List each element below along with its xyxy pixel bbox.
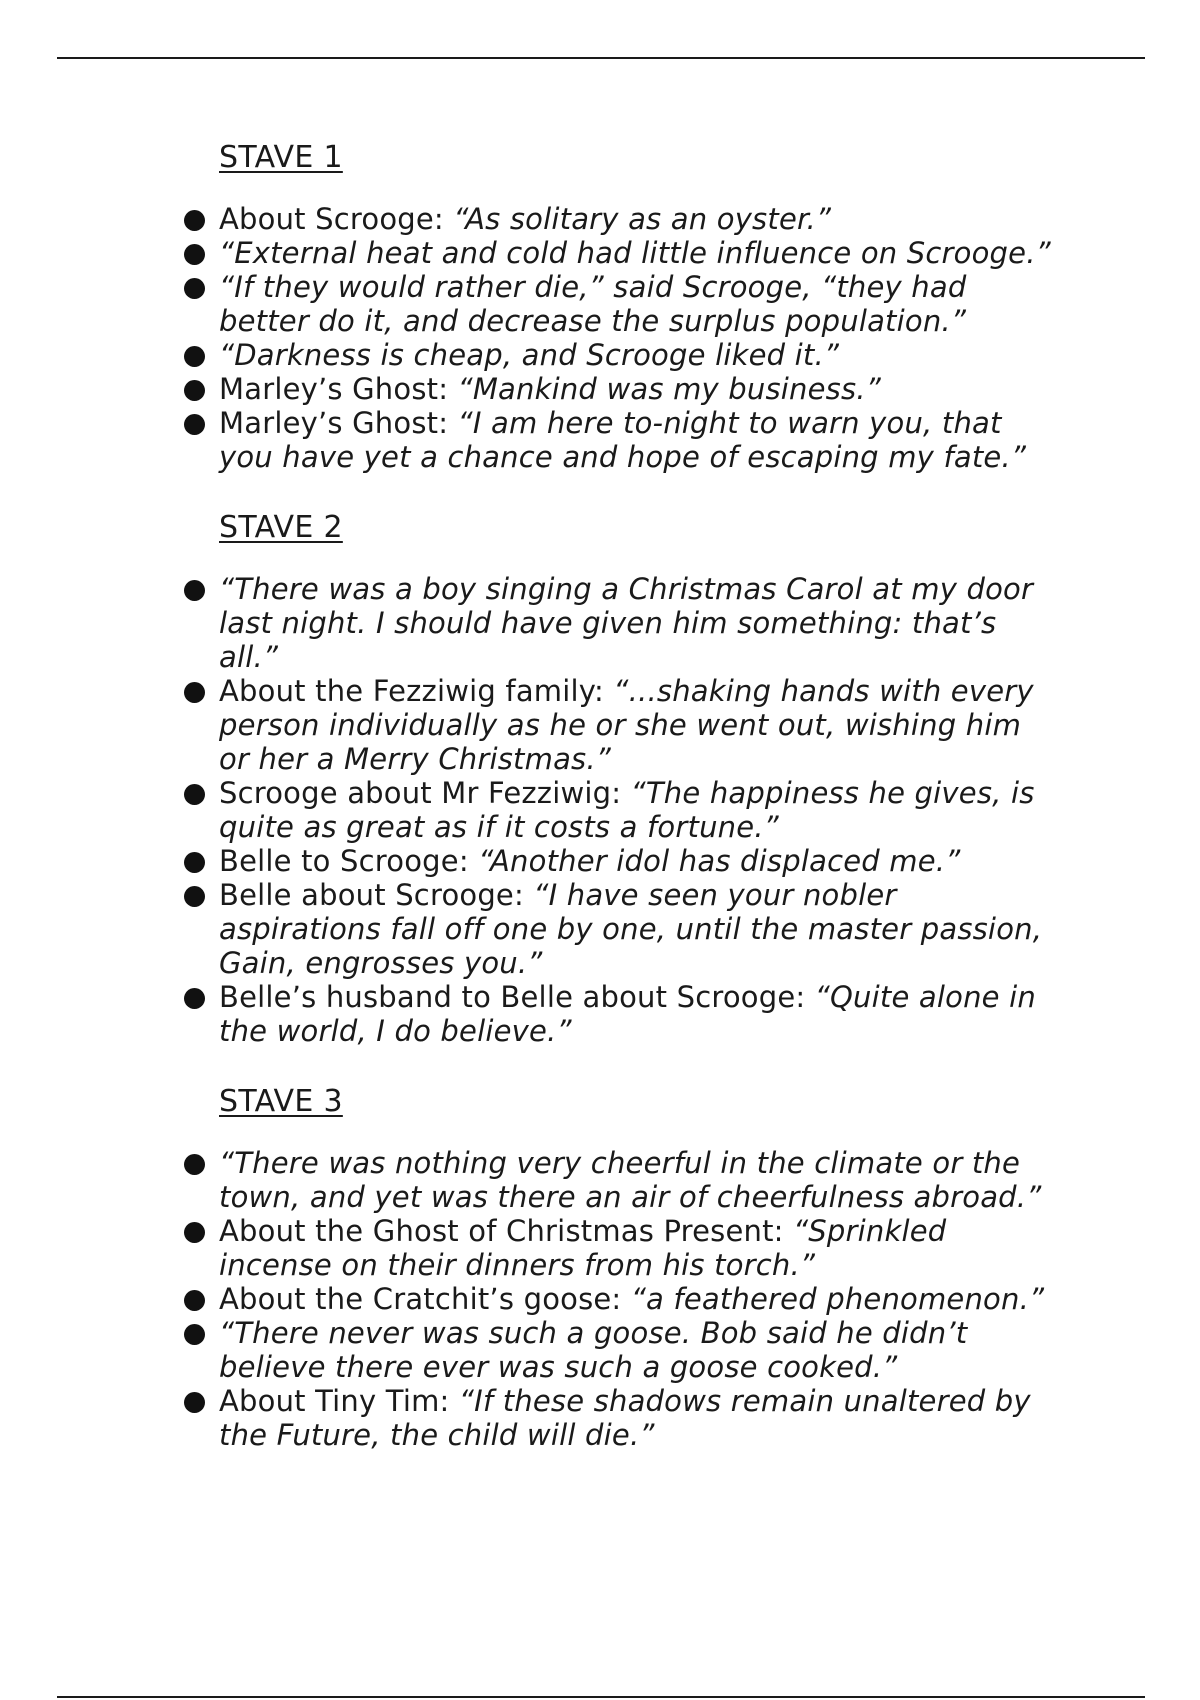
quote-text: “Another idol has displaced me.” (478, 844, 961, 878)
quote-text: “There was a boy singing a Christmas Carol at my door last night. I should have given him something: that’s all.” (219, 572, 1034, 674)
quote-prefix: Marley’s Ghost: (219, 406, 458, 440)
quote-text: “As solitary as an oyster.” (453, 202, 832, 236)
stave-1-section (0, 140, 1200, 474)
quote-item (219, 1316, 1059, 1384)
quote-item (219, 674, 1059, 776)
bullet-icon (184, 278, 205, 299)
bullet-icon (184, 210, 205, 231)
quote-prefix: About Scrooge: (219, 202, 454, 236)
bullet-icon (184, 784, 205, 805)
quote-item (219, 338, 1059, 372)
quote-item (219, 202, 1059, 236)
quote-text: “External heat and cold had little influence on Scrooge.” (219, 236, 1051, 270)
bullet-icon (184, 1392, 205, 1413)
quote-text: “Quite alone in the world, I do believe.” (219, 980, 1036, 1048)
quote-list (0, 202, 1200, 474)
stave-3-section (0, 1084, 1200, 1452)
quote-text: “If these shadows remain unaltered by the Future, the child will die.” (219, 1384, 1031, 1452)
quote-item (219, 844, 1059, 878)
bullet-icon (184, 988, 205, 1009)
quote-item (219, 776, 1059, 844)
quote-text: “Mankind was my business.” (457, 372, 881, 406)
quote-item (219, 572, 1059, 674)
quote-list (0, 572, 1200, 1048)
quote-list (0, 1146, 1200, 1452)
quote-item (219, 372, 1059, 406)
stave-heading: STAVE 3 (219, 1084, 343, 1119)
document-body (0, 140, 1200, 1488)
bullet-icon (184, 886, 205, 907)
quote-prefix: Belle to Scrooge: (219, 844, 479, 878)
quote-item (219, 270, 1059, 338)
quote-text: “If they would rather die,” said Scrooge, “they had better do it, and decrease the surplus population.” (219, 270, 967, 338)
quote-text: “The happiness he gives, is quite as great as if it costs a fortune.” (219, 776, 1035, 844)
quote-prefix: About Tiny Tim: (219, 1384, 459, 1418)
quote-text: “There was nothing very cheerful in the climate or the town, and yet was there an air of cheerfulness abroad.” (219, 1146, 1042, 1214)
quote-item (219, 1384, 1059, 1452)
bullet-icon (184, 1324, 205, 1345)
quote-text: “There never was such a goose. Bob said he didn’t believe there ever was such a goose cooked.” (219, 1316, 968, 1384)
stave-heading: STAVE 1 (219, 140, 343, 175)
bullet-icon (184, 1154, 205, 1175)
quote-prefix: Scrooge about Mr Fezziwig: (219, 776, 631, 810)
bullet-icon (184, 1222, 205, 1243)
bottom-rule (57, 1696, 1145, 1698)
quote-item (219, 406, 1059, 474)
quote-prefix: About the Fezziwig family: (219, 674, 614, 708)
quote-item (219, 236, 1059, 270)
bullet-icon (184, 580, 205, 601)
quote-item (219, 1146, 1059, 1214)
quote-text: “I am here to-night to warn you, that you have yet a chance and hope of escaping my fate.” (219, 406, 1027, 474)
quote-item (219, 878, 1059, 980)
bullet-icon (184, 244, 205, 265)
quote-item (219, 980, 1059, 1048)
quote-prefix: Belle about Scrooge: (219, 878, 534, 912)
stave-2-section (0, 510, 1200, 1048)
quote-item (219, 1282, 1059, 1316)
quote-item (219, 1214, 1059, 1282)
bullet-icon (184, 1290, 205, 1311)
bullet-icon (184, 414, 205, 435)
quote-text: “Sprinkled incense on their dinners from his torch.” (219, 1214, 947, 1282)
quote-text: “Darkness is cheap, and Scrooge liked it.” (219, 338, 840, 372)
quote-prefix: About the Ghost of Christmas Present: (219, 1214, 794, 1248)
top-rule (57, 57, 1145, 59)
quote-text: “...shaking hands with every person individually as he or she went out, wishing him or her a Merry Christmas.” (219, 674, 1034, 776)
stave-heading: STAVE 2 (219, 510, 343, 545)
quote-prefix: Belle’s husband to Belle about Scrooge: (219, 980, 815, 1014)
bullet-icon (184, 682, 205, 703)
quote-text: “I have seen your nobler aspirations fall off one by one, until the master passion, Gain, engrosses you.” (219, 878, 1043, 980)
bullet-icon (184, 852, 205, 873)
bullet-icon (184, 346, 205, 367)
bullet-icon (184, 380, 205, 401)
quote-prefix: About the Cratchit’s goose: (219, 1282, 631, 1316)
quote-prefix: Marley’s Ghost: (219, 372, 458, 406)
quote-text: “a feathered phenomenon.” (630, 1282, 1045, 1316)
